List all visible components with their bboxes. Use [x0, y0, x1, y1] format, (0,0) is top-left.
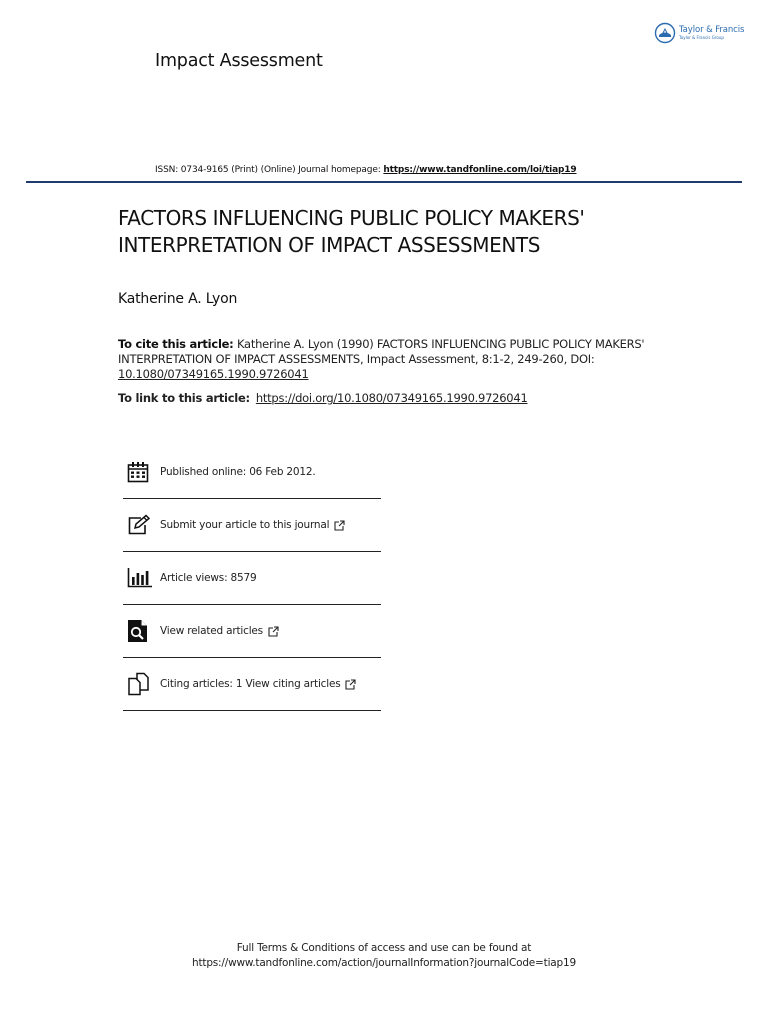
header-divider [26, 181, 742, 183]
external-link-icon [268, 626, 279, 637]
citing-articles-link[interactable]: Citing articles: 1 View citing articles [160, 678, 341, 690]
external-link-icon [345, 679, 356, 690]
journal-title: Impact Assessment [155, 51, 323, 71]
citation-text: Katherine A. Lyon (1990) FACTORS INFLUENCING PUBLIC POLICY MAKERS' INTERPRETATION OF IMPACT ASSESSMENTS, Impact Assessment, 8:1-2, 249-260, DOI: [118, 337, 645, 366]
publisher-logo-icon [654, 22, 676, 44]
publisher-name: Taylor & Francis [679, 25, 745, 36]
issn-line [155, 165, 577, 175]
terms-text: Full Terms & Conditions of access and use can be found at [236, 942, 532, 954]
citing-documents-icon [127, 671, 153, 697]
external-link-icon [334, 520, 345, 531]
submit-row[interactable] [123, 499, 381, 551]
link-label: To link to this article: [118, 391, 250, 405]
terms-footer [0, 941, 768, 971]
bar-chart-icon [127, 565, 153, 591]
article-author: Katherine A. Lyon [118, 291, 238, 307]
published-row [123, 446, 381, 498]
journal-homepage-link[interactable]: https://www.tandfonline.com/loi/tiap19 [383, 165, 577, 175]
submit-article-link[interactable]: Submit your article to this journal [160, 519, 330, 531]
views-row [123, 552, 381, 604]
edit-icon [127, 512, 153, 538]
published-date: Published online: 06 Feb 2012. [160, 466, 316, 478]
article-link-line [118, 391, 528, 405]
article-info-list [123, 446, 381, 711]
article-title [118, 205, 678, 259]
calendar-icon [127, 459, 153, 485]
article-views: Article views: 8579 [160, 572, 257, 584]
article-title-line2: INTERPRETATION OF IMPACT ASSESSMENTS [118, 233, 541, 257]
citation-block [118, 337, 658, 382]
article-title-line1: FACTORS INFLUENCING PUBLIC POLICY MAKERS' [118, 206, 585, 230]
related-articles-link[interactable]: View related articles [160, 625, 263, 637]
publisher-logo [654, 22, 744, 44]
article-doi-url[interactable]: https://doi.org/10.1080/07349165.1990.9726041 [255, 391, 528, 405]
issn-text: ISSN: 0734-9165 (Print) (Online) Journal homepage: [155, 165, 384, 175]
citation-label: To cite this article: [118, 337, 234, 351]
document-search-icon [127, 618, 153, 644]
related-row[interactable] [123, 605, 381, 657]
info-divider [123, 710, 381, 711]
citing-row[interactable] [123, 658, 381, 710]
publisher-subtitle: Taylor & Francis Group [679, 34, 724, 40]
terms-url[interactable]: https://www.tandfonline.com/action/journalInformation?journalCode=tiap19 [192, 957, 576, 969]
doi-link[interactable]: 10.1080/07349165.1990.9726041 [118, 367, 309, 381]
